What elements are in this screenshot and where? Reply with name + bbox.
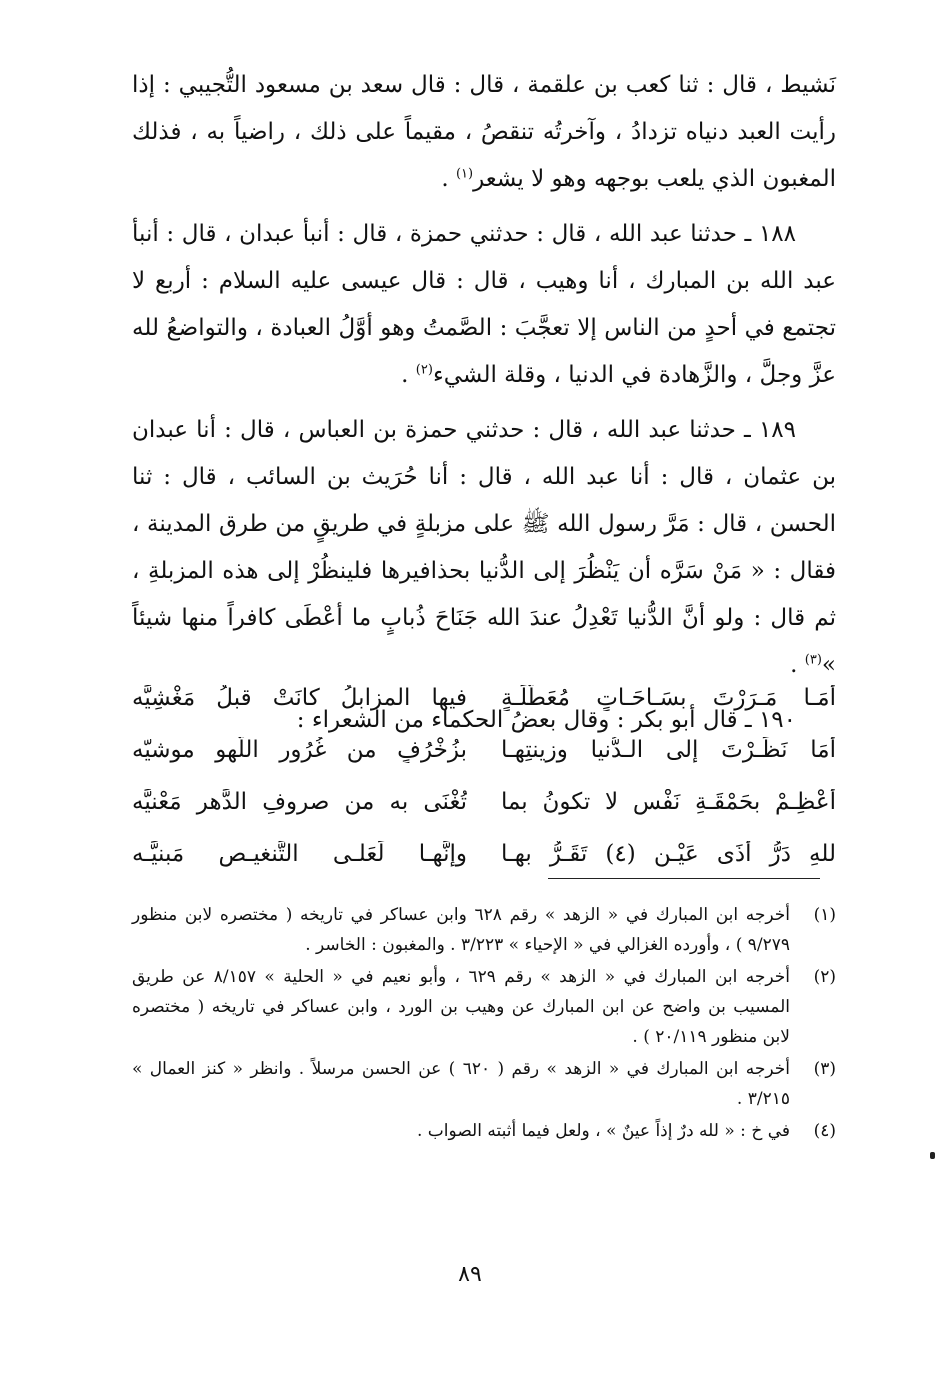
footnote-marker[interactable]: (٢)	[415, 362, 433, 378]
paragraph-tail: .	[441, 166, 456, 192]
margin-mark	[930, 1152, 935, 1159]
footnote	[132, 962, 836, 1052]
paragraph-189	[132, 407, 836, 689]
footnote	[132, 900, 836, 960]
paragraph-text: نَشيط ، قال : ثنا كعب بن علقمة ، قال : قال سعد بن مسعود التُّجيبي : إذا رأيت العبد دنياه تزدادُ ، وآخرتُه تنقصُ ، مقيماً على ذلك ، راضياً به ، فذلك المغبون الذي يلعب بوجهه وهو لا يشعر	[132, 72, 836, 192]
poem-first-hemistich: أمَا نَظَـرْتَ إلى الـدُّنيا وزينتِهـا	[501, 737, 836, 763]
footnote-number: (٣)	[813, 1059, 836, 1079]
footnote-marker[interactable]: (٣)	[804, 652, 822, 668]
paragraph-text: ١٨٨ ـ حدثنا عبد الله ، قال : حدثني حمزة ، قال : أنبأ عبدان ، قال : أنبأ عبد الله بن المبارك ، أنا وهيب ، قال : قال عيسى عليه السلام : أربع لا تجتمع في أحدٍ من الناس إلا تعجَّبَ : الصَّمتُ وهو أوَّلُ العبادة ، والتواضعُ لله عزَّ وجلَّ ، والزَّهادة في الدنيا ، وقلة الشيء	[132, 221, 836, 388]
footnotes	[132, 900, 836, 1148]
paragraph-1	[132, 62, 836, 203]
page-number: ٨٩	[458, 1262, 482, 1287]
footnote-marker[interactable]: (١)	[455, 166, 474, 182]
poem-first-hemistich: أمَـا مَـرَرْتَ بسَـاحَـاتٍ مُعَطَّلَـةٍ	[501, 685, 836, 711]
poem-second-hemistich: وإنَّهـا لَعَلـى التَّنغيـصِ مَبنيَّـه	[132, 841, 467, 867]
main-text	[132, 62, 836, 752]
paragraph-tail: .	[790, 652, 805, 678]
footnote-number: (١)	[813, 905, 836, 925]
paragraph-188	[132, 211, 836, 399]
poem-line	[132, 828, 836, 880]
footnote-text: أخرجه ابن المبارك في « الزهد » رقم ٦٢٩ ، وأبو نعيم في « الحلية » ٨/١٥٧ عن طريق المسيب بن واضح عن ابن المبارك عن وهيب بن الورد ، وابن عساكر في تاريخه ( مختصره لابن منظور ٢٠/١١٩ ) .	[132, 967, 790, 1047]
footnote	[132, 1054, 836, 1114]
footnote-text: في خ : « لله درٌ إذاً عينٌ » ، ولعل فيما أثبته الصواب .	[417, 1121, 790, 1141]
paragraph-text: ١٨٩ ـ حدثنا عبد الله ، قال : حدثني حمزة بن العباس ، قال : أنا عبدان بن عثمان ، قال : أنا عبد الله ، قال : أنا حُرَيث بن السائب ، قال : ثنا الحسن ، قال : مَرَّ رسول الله ﷺ على مزبلةٍ في طريقٍ من طرق المدينة ، فقال : « مَنْ سَرَّه أن يَنْظُرَ إلى الدُّنيا بحذافيرها فلينظُرْ إلى هذه المزبلةِ ، ثم قال : ولو أنَّ الدُّنيا تَعْدِلُ عندَ الله جَنَاحَ ذُبابٍ ما أعْطَى كافراً منها شيئاً »	[132, 417, 836, 678]
poem-second-hemistich: بزُخْرُفٍ من غُرُورِ اللَّهو موشيّه	[132, 737, 467, 763]
poem-line	[132, 776, 836, 828]
paragraph-text: ١٩٠ ـ قال أبو بكر : وقال بعضُ الحكماء من الشعراء :	[296, 707, 796, 733]
footnote-separator	[548, 878, 820, 879]
poem	[132, 672, 836, 880]
poem-line	[132, 672, 836, 724]
footnote-text: أخرجه ابن المبارك في « الزهد » رقم ٦٢٨ وابن عساكر في تاريخه ( مختصره لابن منظور ٩/٢٧٩ ) ، وأورده الغزالي في « الإحياء » ٣/٢٢٣ . والمغبون : الخاسر .	[132, 905, 790, 955]
footnote-number: (٢)	[813, 967, 836, 987]
footnote-number: (٤)	[813, 1121, 836, 1141]
poem-second-hemistich: فيها المزابلُ كانَتْ قبلُ مَغْشِيَّه	[132, 685, 467, 711]
poem-line	[132, 724, 836, 776]
footnote	[132, 1116, 836, 1146]
poem-first-hemistich: أعْظِـمْ بحَمْقَـةِ نَفْسٍ لا تكونُ بما	[501, 789, 836, 815]
footnote-text: أخرجه ابن المبارك في « الزهد » رقم ( ٦٢٠ ) عن الحسن مرسلاً . وانظر « كنز العمال » ٣/٢١٥ .	[132, 1059, 791, 1109]
poem-second-hemistich: تُغْنَى به من صروفِ الدَّهرِ مَعْنيَّه	[132, 789, 467, 815]
paragraph-tail: .	[401, 362, 416, 388]
poem-first-hemistich: للهِ دَرُّ أذَى عَيْـنٍ (٤) تَقَـرُّ بهـا	[501, 841, 836, 867]
